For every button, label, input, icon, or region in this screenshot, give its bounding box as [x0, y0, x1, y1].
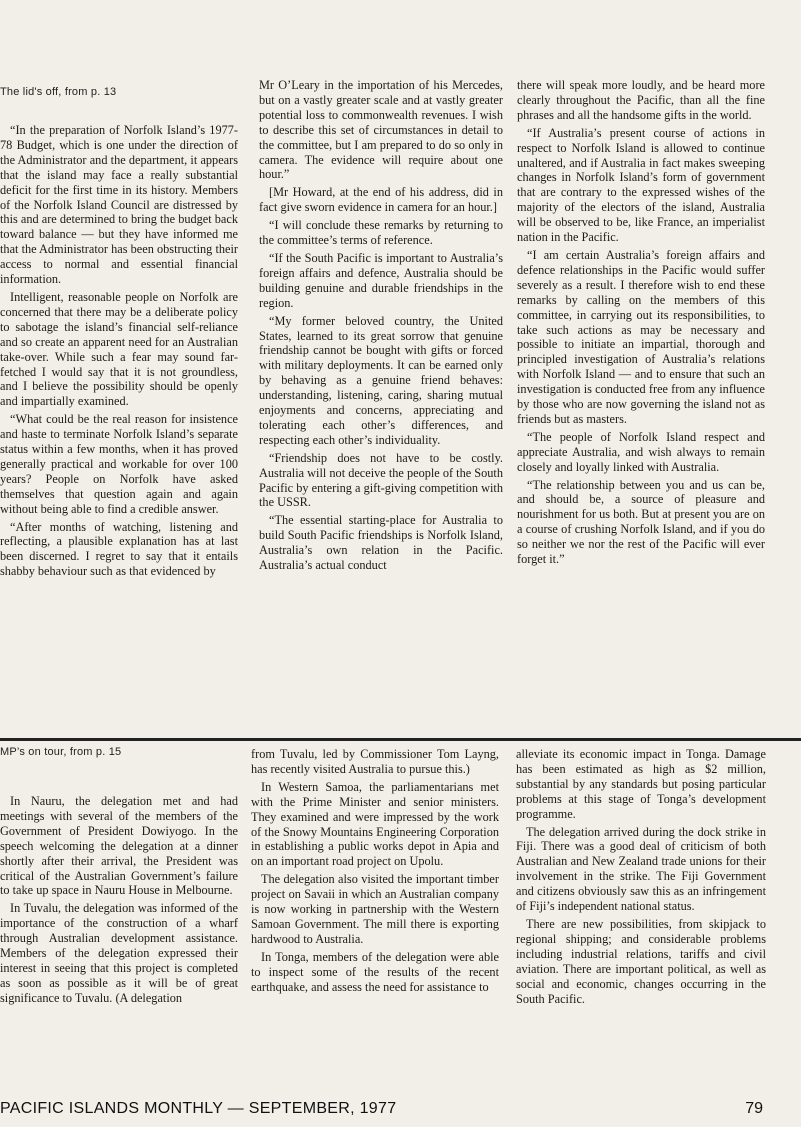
paragraph: Intelligent, reasonable people on Norfolk are concerned that there may be a deliberate policy to sabotage the island’s financial self-reliance and so create an apparent need for an Australian take-over. While such a fear may sound far-fetched I would say that it is not groundless, and I believe the possibility should be openly and impartially examined.: [0, 289, 238, 409]
paragraph: The delegation also visited the important timber project on Savaii in which an Australian company is now working in partnership with the Western Samoan Government. The mill there is exporting hardwood to Australia.: [251, 872, 499, 946]
paragraph: In Tuvalu, the delegation was informed of the importance of the construction of a wharf through Australian development assistance. Members of the delegation expressed their interest in seeing that this project is completed as soon as possible as it will be of great significance to Tuvalu. (A delegation: [0, 901, 238, 1005]
paragraph: The delegation arrived during the dock strike in Fiji. There was a good deal of criticism of both Australian and New Zealand trade unions for their involvement in the strike. The Fiji Government and citizens obviously saw this as an infringement of Fiji’s independent national status.: [516, 824, 766, 914]
paragraph: “I will conclude these remarks by returning to the committee’s terms of reference.: [259, 218, 503, 248]
article2-column-2: [251, 747, 499, 1087]
paragraph: “Friendship does not have to be costly. Australia will not deceive the people of the South Pacific by entering a gift-giving competition with the USSR.: [259, 450, 503, 510]
paragraph: Mr O’Leary in the importation of his Mercedes, but on a vastly greater scale and at vastly greater potential loss to commonwealth revenues. I wish to describe this set of circumstances in detail to the committee, but I am prepared to do so only in camera. The evidence will require about one hour.”: [259, 78, 503, 182]
article1-column-2: [259, 78, 503, 733]
paragraph: In Nauru, the delegation met and had meetings with several of the members of the Government of President Dowiyogo. In the speech welcoming the delegation at a dinner shortly after their arrival, the President was critical of the Australian Government’s failure to take up space in Nauru House in Melbourne.: [0, 794, 238, 898]
paragraph: “The relationship between you and us can be, and should be, a source of pleasure and nourishment for us both. But at present you are on a course of crushing Norfolk Island, and if you do so neither we nor the rest of the Pacific will ever forget it.”: [517, 477, 765, 567]
article1-column-3: [517, 78, 765, 733]
paragraph: [Mr Howard, at the end of his address, did in fact give sworn evidence in camera for an hour.]: [259, 185, 503, 215]
paragraph: “I am certain Australia’s foreign affairs and defence relationships in the Pacific would suffer severely as a result. I therefore wish to end these remarks by calling on the members of this committee, in carrying out its responsibilities, to take such actions as may be necessary and possible to initiate an impartial, thorough and principled investigation of Australia’s relations with Norfolk Island — and to ensure that such an investigation is conducted free from any influence by those who are now governing the island not as friends but as masters.: [517, 247, 765, 426]
publication-title: PACIFIC ISLANDS MONTHLY — SEPTEMBER, 1977: [0, 1100, 397, 1117]
paragraph: “The essential starting-place for Australia to build South Pacific friendships is Norfolk Island, Australia’s own relation in the Pacific. Australia’s actual conduct: [259, 513, 503, 573]
paragraph: In Western Samoa, the parliamentarians met with the Prime Minister and senior ministers. They examined and were impressed by the work of the Snowy Mountains Engineering Corporation in establishing a public works depot in Apia and on an important road project on Upolu.: [251, 779, 499, 869]
section-divider: [0, 738, 801, 741]
article2-column-3: [516, 747, 766, 1087]
article2-column-1: [0, 794, 238, 1086]
paragraph: There are new possibilities, from skipjack to regional shipping; and considerable problems including industrial relations, tariffs and civil aviation. There are important political, as well as social and economic, changes occurring in the South Pacific.: [516, 916, 766, 1006]
paragraph: “If the South Pacific is important to Australia’s foreign affairs and defence, Australia should be building genuine and durable friendships in the region.: [259, 250, 503, 310]
page-number: 79: [745, 1100, 763, 1117]
paragraph: from Tuvalu, led by Commissioner Tom Layng, has recently visited Australia to pursue this.): [251, 747, 499, 776]
paragraph: “My former beloved country, the United States, learned to its great sorrow that genuine friendship cannot be bought with gifts or forced with military deployments. It can be earned only by behaving as a genuine friend behaves: understanding, listening, caring, sharing mutual enjoyments and concerns, appreciating and tolerating each other’s differences, and respecting each other’s individuality.: [259, 313, 503, 447]
page-footer: [0, 1100, 801, 1124]
paragraph: “After months of watching, listening and reflecting, a plausible explanation has at last been discerned. I regret to say that it entails shabby behaviour such as that evidenced by: [0, 519, 238, 579]
article2-continuation-kicker: MP’s on tour, from p. 15: [0, 746, 122, 758]
paragraph: “In the preparation of Norfolk Island’s 1977-78 Budget, which is one under the direction of the Administrator and the department, it appears that the island may face a really substantial deficit for the first time in its history. Members of the Norfolk Island Council are distressed by this and are determined to bring the budget back toward balance — but they have informed me that the Administrator has been obstructing their access to normal and essential financial information.: [0, 123, 238, 287]
paragraph: “What could be the real reason for insistence and haste to terminate Norfolk Island’s separate status within a few months, when it has proved generally practical and workable for over 100 years? People on Norfolk have asked themselves that question again and again without being able to find a credible answer.: [0, 412, 238, 516]
paragraph: “If Australia’s present course of actions in respect to Norfolk Island is allowed to continue unaltered, and if Australia in fact makes sweeping changes in Norfolk Island’s form of government that are contrary to the expressed wishes of the majority of the electors of the island, Australia will be observed to be, like France, an imperialist nation in the Pacific.: [517, 125, 765, 245]
article1-column-1: [0, 123, 238, 733]
paragraph: there will speak more loudly, and be heard more clearly throughout the Pacific, than all the fine phrases and all the handsome gifts in the world.: [517, 78, 765, 122]
paragraph: In Tonga, members of the delegation were able to inspect some of the results of the recent earthquake, and assess the need for assistance to: [251, 949, 499, 994]
article1-continuation-kicker: The lid's off, from p. 13: [0, 86, 117, 98]
paragraph: “The people of Norfolk Island respect and appreciate Australia, and wish always to remain closely and loyally linked with Australia.: [517, 429, 765, 474]
paragraph: alleviate its economic impact in Tonga. Damage has been estimated as high as $2 million, substantial by any standards but posing particular problems at this stage of Tonga’s development programme.: [516, 747, 766, 821]
